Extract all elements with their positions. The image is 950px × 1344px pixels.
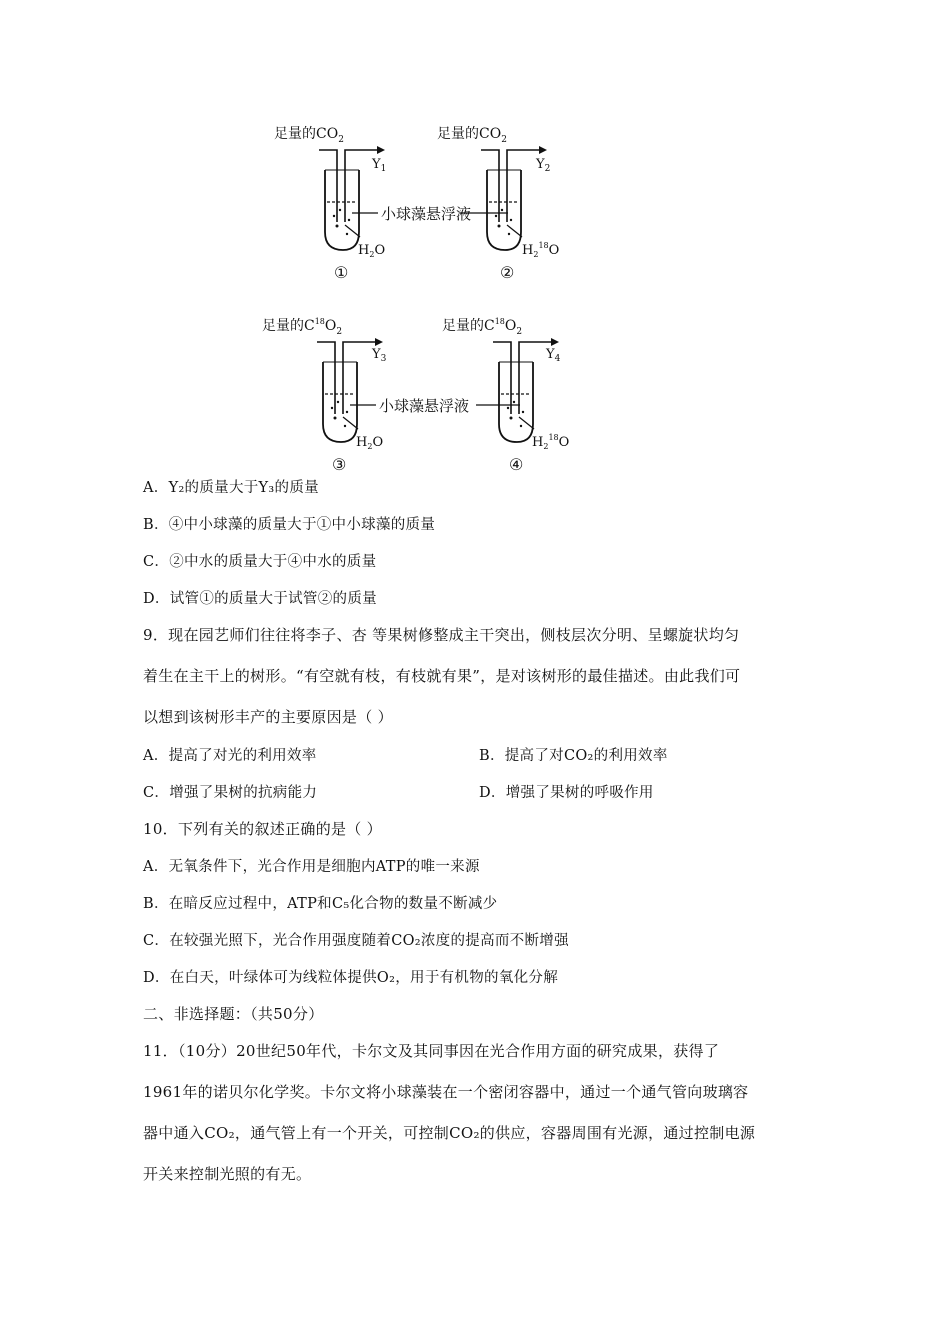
svg-text:Y4: $Y_4$ bbox=[546, 347, 561, 364]
q11-line-4: 开关来控制光照的有无。 bbox=[143, 1165, 312, 1183]
tube-panel-1 bbox=[274, 126, 386, 282]
q11-line-1: 11．（10分）20世纪50年代，卡尔文及其同事因在光合作用方面的研究成果，获得了 bbox=[143, 1042, 720, 1060]
q8-option-b: B．④中小球藻的质量大于①中小球藻的质量 bbox=[143, 517, 436, 533]
panel-number-4: ④ bbox=[509, 455, 524, 474]
q9-option-a: A．提高了对光的利用效率 bbox=[143, 748, 317, 764]
q9-option-b: B．提高了对CO₂的利用效率 bbox=[479, 748, 668, 764]
q11-line-3: 器中通入CO₂，通气管上有一个开关，可控制CO₂的供应，容器周围有光源，通过控制电源 bbox=[143, 1124, 756, 1142]
svg-text:Y1: $Y_1$ bbox=[372, 157, 387, 174]
svg-text:足量的CO2: 足量的$CO_2$ bbox=[274, 126, 344, 145]
q9-stem-line-3: 以想到该树形丰产的主要原因是（ ） bbox=[143, 708, 393, 726]
svg-text:Y2: $Y_2$ bbox=[536, 157, 551, 174]
q9-stem-line-2: 着生在主干上的树形。“有空就有枝，有枝就有果”，是对该树形的最佳描述。由此我们可 bbox=[143, 667, 741, 685]
q10-option-d: D．在白天，叶绿体可为线粒体提供O₂，用于有机物的氧化分解 bbox=[143, 970, 559, 986]
q10-option-c: C．在较强光照下，光合作用强度随着CO₂浓度的提高而不断增强 bbox=[143, 933, 569, 949]
svg-text:H218O: $H_2^{18}O$ bbox=[522, 241, 560, 259]
suspension-label-1: 小球藻悬浮液 bbox=[381, 205, 472, 223]
panel-number-3: ③ bbox=[332, 455, 347, 474]
q8-option-c: C．②中水的质量大于④中水的质量 bbox=[143, 554, 377, 570]
q9-option-d: D．增强了果树的呼吸作用 bbox=[479, 785, 654, 801]
svg-text:H2O: $H_2O$ bbox=[356, 435, 384, 451]
svg-text:足量的CO2: 足量的$CO_2$ bbox=[437, 126, 507, 145]
test-tube-diagram bbox=[0, 0, 950, 480]
svg-text:足量的C18O2: 足量的$C^{18}O_2$ bbox=[442, 317, 523, 337]
tube-panel-2 bbox=[437, 126, 559, 282]
tube-panel-3 bbox=[262, 317, 387, 474]
q8-option-a: A．Y₂的质量大于Y₃的质量 bbox=[143, 480, 319, 496]
section-heading: 二、非选择题：（共50分） bbox=[143, 1005, 324, 1023]
q8-option-d: D．试管①的质量大于试管②的质量 bbox=[143, 591, 377, 607]
svg-text:足量的C18O2: 足量的$C^{18}O_2$ bbox=[262, 317, 343, 337]
q9-option-c: C．增强了果树的抗病能力 bbox=[143, 785, 318, 801]
experiment-figure bbox=[0, 0, 950, 480]
svg-text:H2O: $H_2O$ bbox=[358, 243, 386, 259]
q10-stem: 10．下列有关的叙述正确的是（ ） bbox=[143, 820, 382, 838]
q10-option-b: B．在暗反应过程中，ATP和C₅化合物的数量不断减少 bbox=[143, 896, 498, 912]
q9-stem-line-1: 9．现在园艺师们往往将李子、杏 等果树修整成主干突出，侧枝层次分明、呈螺旋状均匀 bbox=[143, 626, 740, 644]
q10-option-a: A．无氧条件下，光合作用是细胞内ATP的唯一来源 bbox=[143, 859, 480, 875]
panel-number-2: ② bbox=[500, 263, 515, 282]
tube-panel-4 bbox=[442, 317, 569, 474]
svg-text:H218O: $H_2^{18}O$ bbox=[532, 433, 570, 451]
panel-number-1: ① bbox=[334, 263, 349, 282]
svg-text:Y3: $Y_3$ bbox=[372, 347, 387, 364]
suspension-label-2: 小球藻悬浮液 bbox=[379, 397, 470, 415]
q11-line-2: 1961年的诺贝尔化学奖。卡尔文将小球藻装在一个密闭容器中，通过一个通气管向玻璃容 bbox=[143, 1083, 749, 1101]
